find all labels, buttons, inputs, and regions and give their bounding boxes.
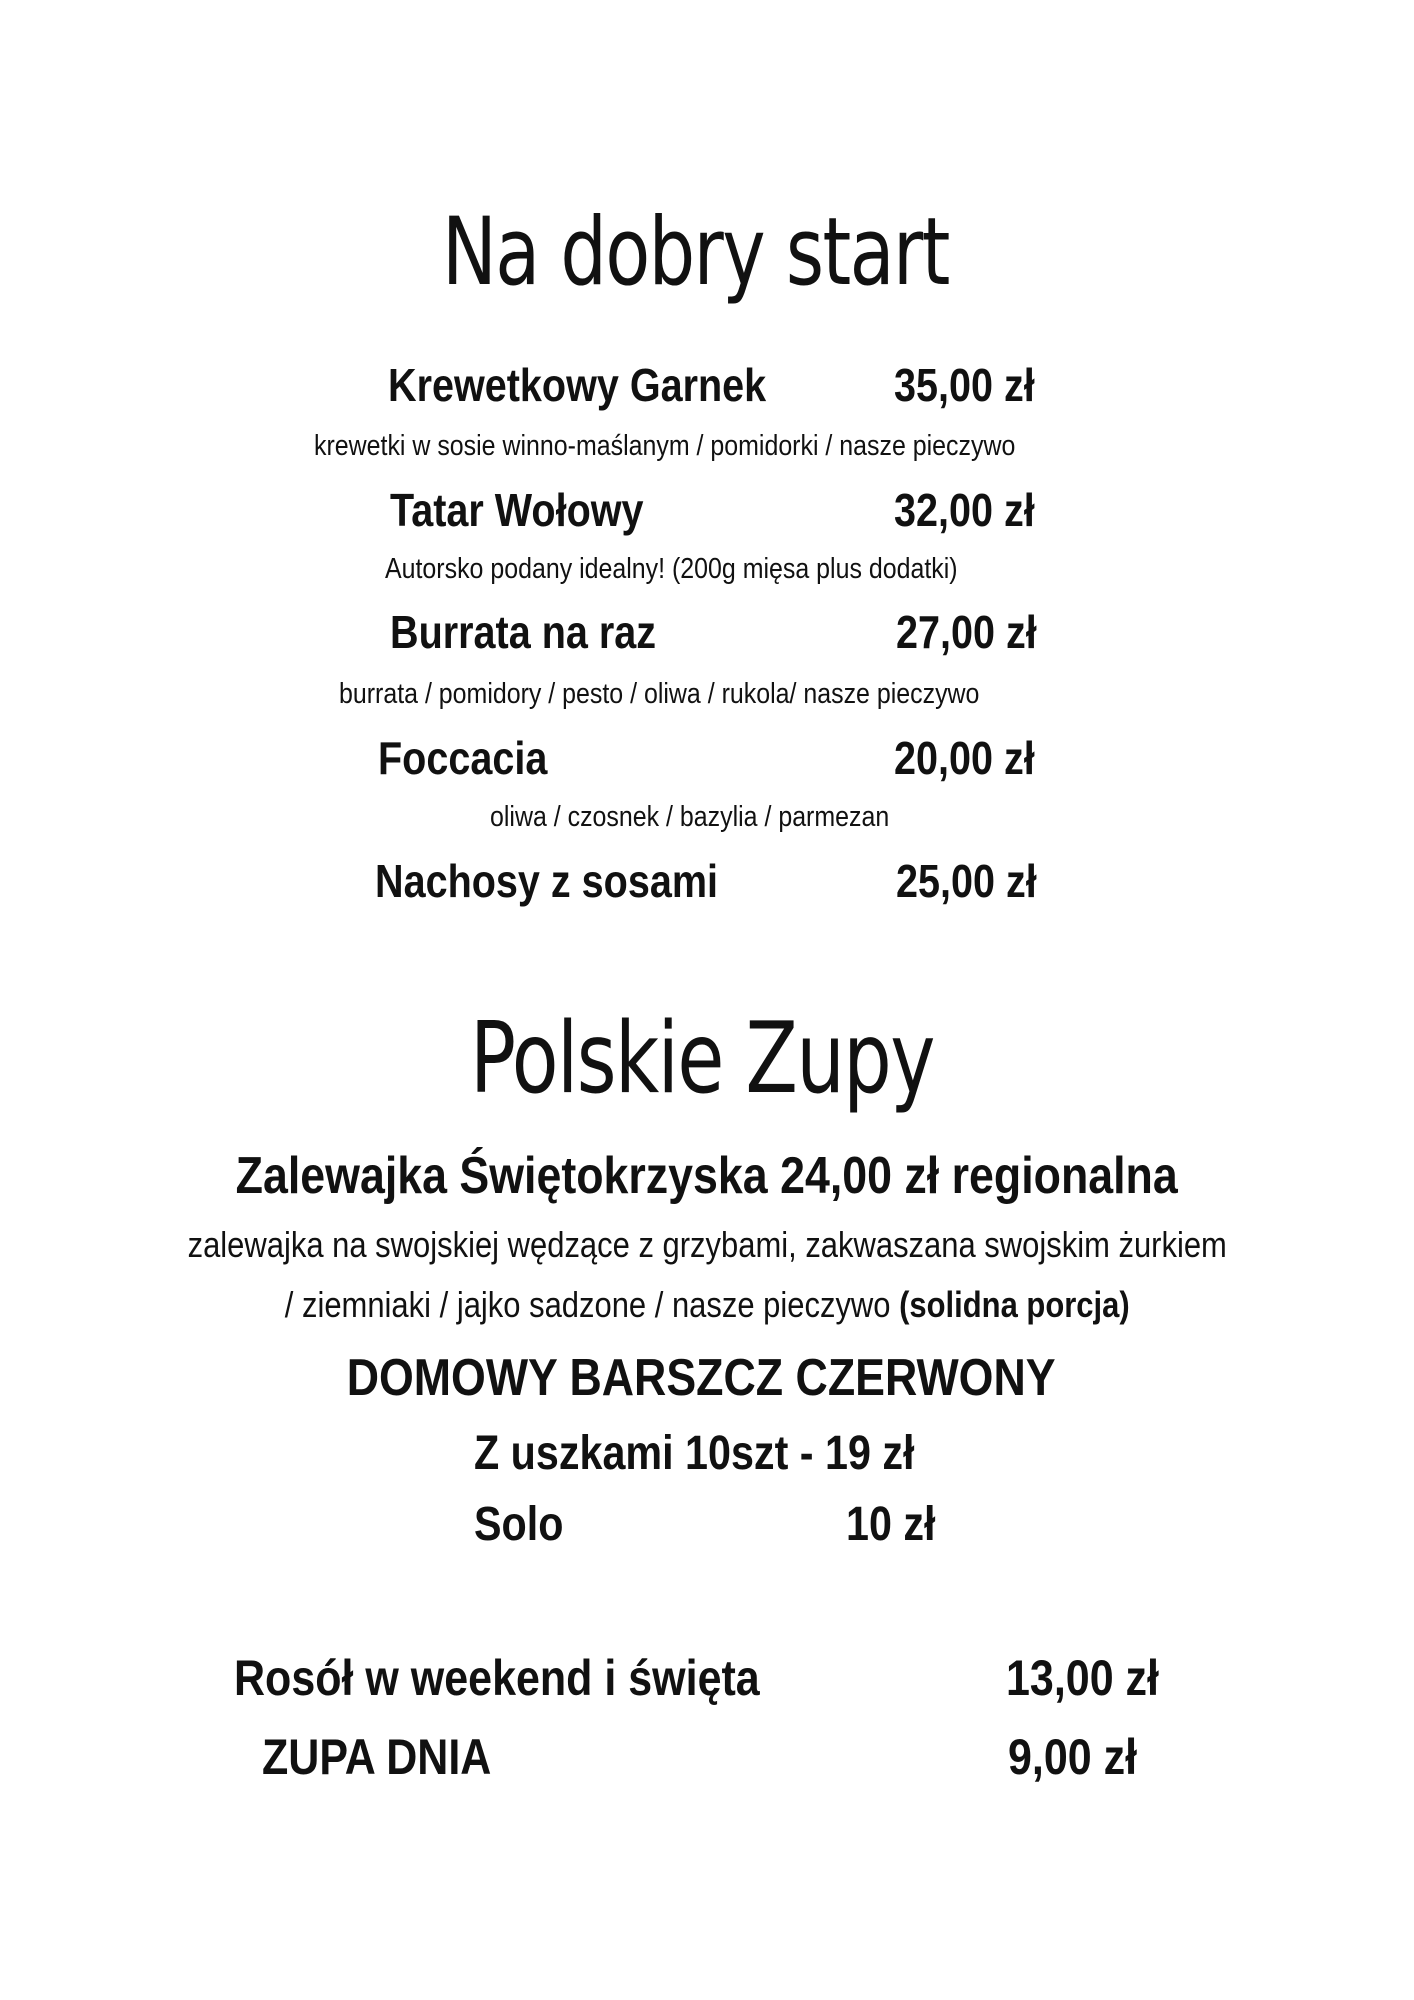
- soup-barszcz-option: Z uszkami 10szt - 19 zł: [474, 1427, 915, 1480]
- menu-item-description: krewetki w sosie winno-maślanym / pomidorki / nasze pieczywo: [314, 430, 1016, 462]
- menu-item-description: Autorsko podany idealny! (200g mięsa plus dodatki): [385, 553, 958, 585]
- menu-item-price: 27,00 zł: [896, 606, 1037, 658]
- section-title-soups: Polskie Zupy: [470, 1002, 934, 1116]
- menu-item-description: burrata / pomidory / pesto / oliwa / rukola/ nasze pieczywo: [339, 678, 980, 710]
- menu-item-name: Burrata na raz: [390, 606, 657, 658]
- soup-zalewajka-heading: Zalewajka Świętokrzyska 24,00 zł regionalna: [235, 1147, 1179, 1205]
- soup-zalewajka-desc-row-1: [0, 1224, 1414, 1266]
- soup-barszcz-heading: DOMOWY BARSZCZ CZERWONY: [346, 1349, 1056, 1407]
- section-title-start: Na dobry start: [442, 198, 949, 307]
- soup-barszcz-option-name: Solo: [474, 1498, 564, 1551]
- menu-item-description: oliwa / czosnek / bazylia / parmezan: [490, 801, 890, 833]
- soup-zalewajka-description-2: [285, 1284, 1130, 1326]
- soup-barszcz-option-price: 10 zł: [846, 1498, 936, 1551]
- menu-item-name: Krewetkowy Garnek: [388, 359, 767, 411]
- soup-zalewajka-description: zalewajka na swojskiej wędzące z grzybami, zakwaszana swojskim żurkiem: [187, 1224, 1227, 1265]
- menu-item-price: 20,00 zł: [894, 732, 1035, 784]
- soup-zalewajka-heading-row: [0, 1146, 1414, 1206]
- soup-item-name: Rosół w weekend i święta: [234, 1650, 760, 1706]
- menu-item-price: 25,00 zł: [896, 855, 1037, 907]
- soup-barszcz-heading-row: [0, 1348, 1408, 1408]
- soup-item-name: ZUPA DNIA: [262, 1729, 492, 1785]
- soup-zalewajka-desc-text: / ziemniaki / jajko sadzone / nasze pieczywo: [284, 1284, 891, 1325]
- menu-item-name: Nachosy z sosami: [375, 855, 719, 907]
- menu-item-name: Tatar Wołowy: [390, 484, 644, 536]
- menu-item-price: 32,00 zł: [894, 484, 1035, 536]
- menu-item-name: Foccacia: [378, 732, 548, 784]
- soup-item-price: 13,00 zł: [1006, 1650, 1159, 1706]
- soup-item-price: 9,00 zł: [1008, 1729, 1138, 1785]
- menu-item-price: 35,00 zł: [894, 359, 1035, 411]
- soup-zalewajka-portion-note: (solidna porcja): [898, 1284, 1130, 1325]
- soup-zalewajka-desc-row-2: [0, 1284, 1414, 1326]
